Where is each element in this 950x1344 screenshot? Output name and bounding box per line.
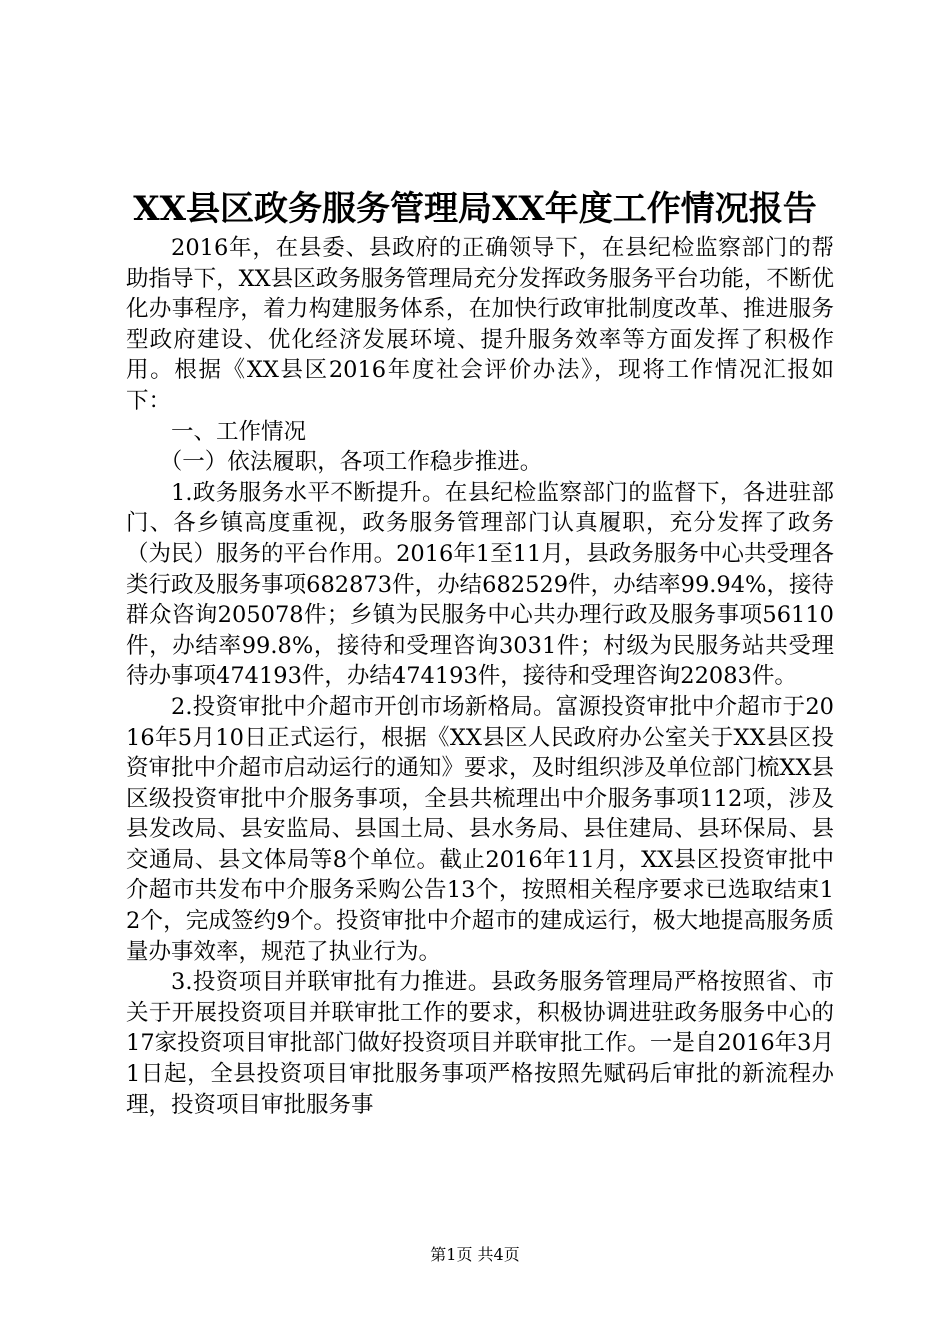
item-paragraph: 3.投资项目并联审批有力推进。县政务服务管理局严格按照省、市关于开展投资项目并联审批工作的要求，积极协调进驻政务服务中心的17家投资项目审批部门做好投资项目并联审批工作。一是自2016年3月1日起，全县投资项目审批服务事项严格按照先赋码后审批的新流程办理，投资项目审批服务事 <box>126 969 834 1118</box>
document-title: XX县区政务服务管理局XX年度工作情况报告 <box>133 189 817 229</box>
subsection-heading: （一）依法履职，各项工作稳步推进。 <box>159 449 543 476</box>
item-paragraph: 2.投资审批中介超市开创市场新格局。富源投资审批中介超市于2016年5月10日正式运行，根据《XX县区人民政府办公室关于XX县区投资审批中介超市启动运行的通知》要求，及时组织涉及单位部门梳XX县区级投资审批中介服务事项，全县共梳理出中介服务事项112项，涉及县发改局、县安监局、县国土局、县水务局、县住建局、县环保局、县交通局、县文体局等8个单位。截止2016年11月，XX县区投资审批中介超市共发布中介服务采购公告13个，按照相关程序要求已选取结束12个，完成签约9个。投资审批中介超市的建成运行，极大地提高服务质量办事效率，规范了执业行为。 <box>126 693 834 965</box>
intro-paragraph: 2016年，在县委、县政府的正确领导下，在县纪检监察部门的帮助指导下，XX县区政务服务管理局充分发挥政务服务平台功能，不断优化办事程序，着力构建服务体系，在加快行政审批制度改革、推进服务型政府建设、优化经济发展环境、提升服务效率等方面发挥了积极作用。根据《XX县区2016年度社会评价办法》，现将工作情况汇报如下： <box>126 235 834 414</box>
section-heading: 一、工作情况 <box>171 418 307 445</box>
page-indicator: 第1页 共4页 <box>430 1245 520 1264</box>
document-body <box>126 233 834 1120</box>
item-paragraph: 1.政务服务水平不断提升。在县纪检监察部门的监督下，各进驻部门、各乡镇高度重视，政务服务管理部门认真履职，充分发挥了政务（为民）服务的平台作用。2016年1至11月，县政务服务中心共受理各类行政及服务事项682873件，办结682529件，办结率99.94%，接待群众咨询205078件；乡镇为民服务中心共办理行政及服务事项56110件，办结率99.8%，接待和受理咨询3031件；村级为民服务站共受理待办事项474193件，办结474193件，接待和受理咨询22083件。 <box>126 479 834 690</box>
